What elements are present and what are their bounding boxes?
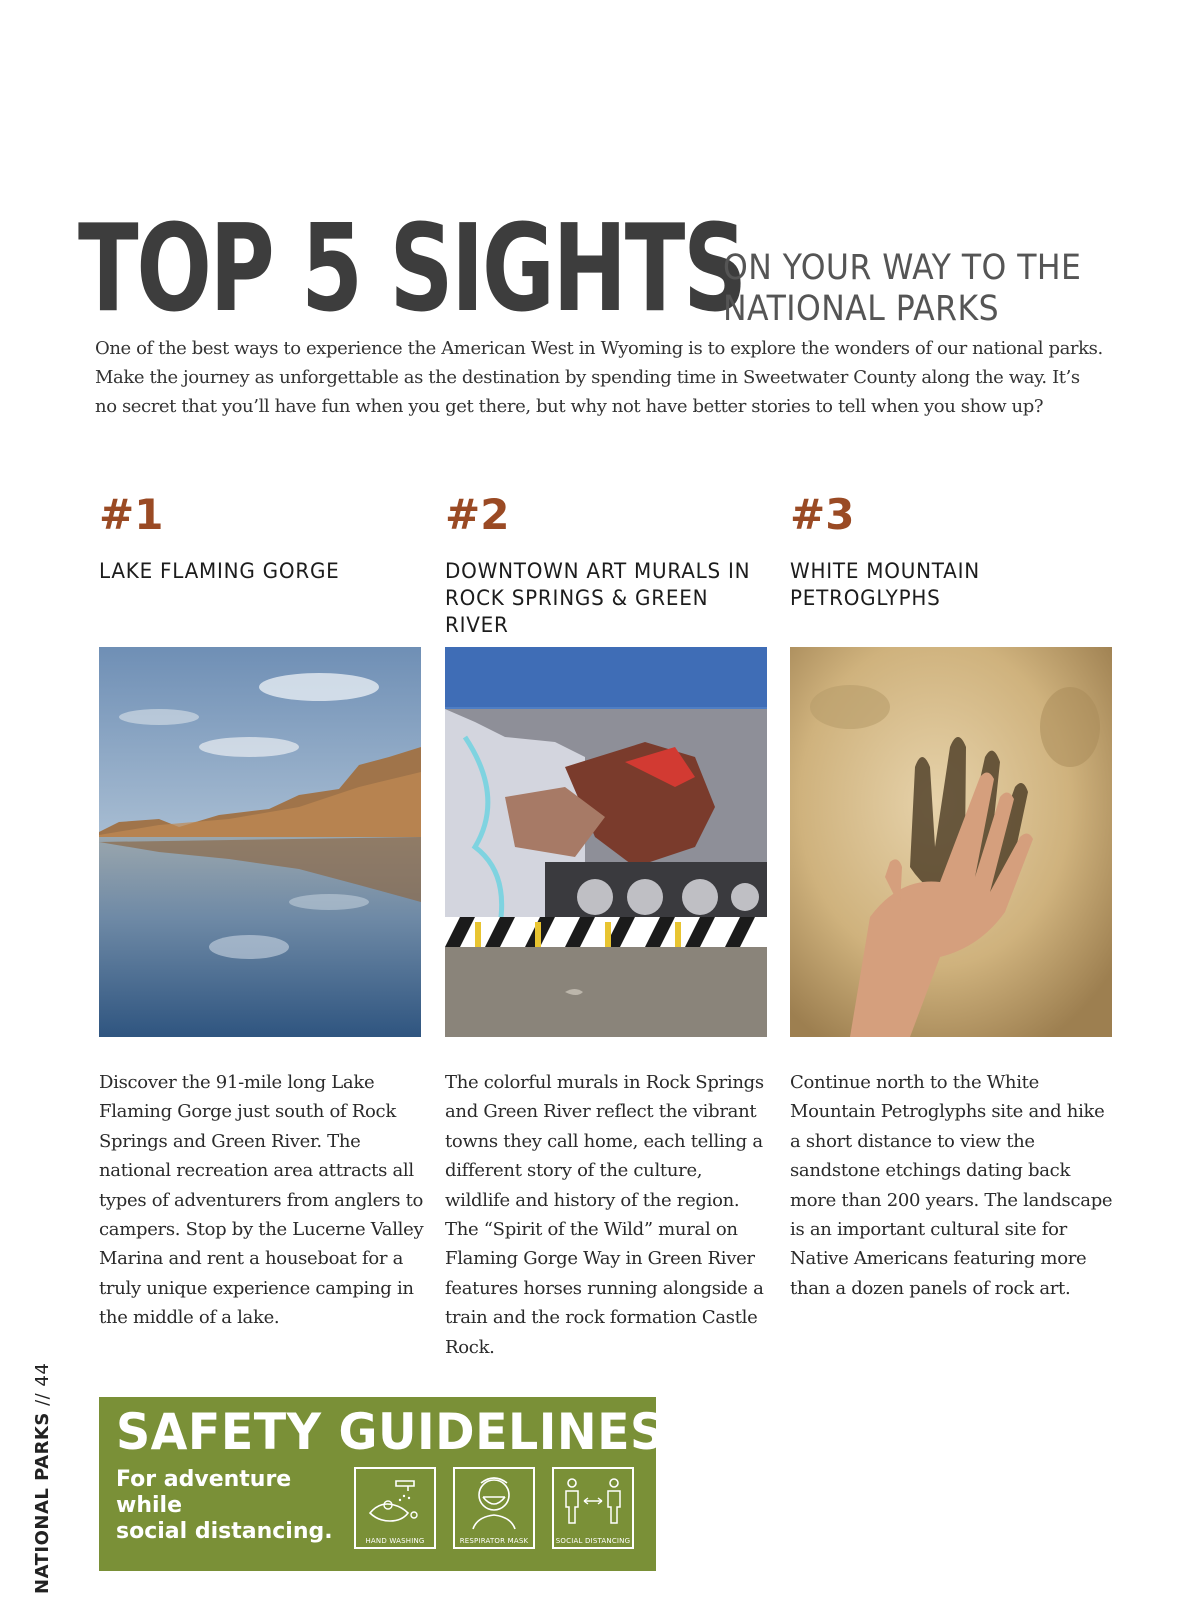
sight-rank: #3 <box>790 490 855 539</box>
safety-subtitle <box>116 1467 356 1545</box>
sight-title-line-2: PETROGLYPHS <box>790 586 941 610</box>
page-number: 44 <box>32 1362 53 1387</box>
safety-subtitle-line-1: For adventure while <box>116 1467 292 1518</box>
badge-label: SOCIAL DISTANCING <box>555 1537 631 1545</box>
safety-guidelines-box <box>99 1397 665 1571</box>
sight-description: The colorful murals in Rock Springs and Green River reflect the vibrant towns they call home, each telling a different story of the culture, wildlife and history of the region. The “Spirit of the Wild” mural on Flaming Gorge Way in Green River features horses running alongside a train and the rock formation Castle Rock. <box>445 1072 764 1358</box>
section-name: NATIONAL PARKS <box>32 1412 53 1594</box>
sight-description: Discover the 91-mile long Lake Flaming Gorge just south of Rock Springs and Green River. The national recreation area attracts all types of adventurers from anglers to campers. Stop by the Lucerne Valley Marina and rent a houseboat for a truly unique experience camping in the middle of a lake. <box>99 1072 424 1329</box>
subtitle-line-1: ON YOUR WAY TO THE <box>723 248 1082 288</box>
sight-title <box>99 558 413 585</box>
social-distancing-icon <box>554 1469 632 1531</box>
sight-column-1 <box>99 490 424 1329</box>
hand-washing-icon <box>356 1469 434 1531</box>
sight-title-line-2: ROCK SPRINGS & GREEN RIVER <box>445 586 709 637</box>
sight-rank: #1 <box>99 490 164 539</box>
sight-description: Continue north to the White Mountain Petroglyphs site and hike a short distance to view the sandstone etchings dating back more than 200 years. The landscape is an important cultural site for Native Americans featuring more than a dozen panels of rock art. <box>790 1072 1113 1299</box>
petroglyphs-photo <box>790 647 1112 1037</box>
safety-subtitle-line-2: social distancing. <box>116 1519 333 1544</box>
badge-label: RESPIRATOR MASK <box>459 1537 529 1545</box>
page-subtitle <box>723 248 1081 330</box>
lake-flaming-gorge-photo <box>99 647 421 1037</box>
page-footer-label <box>32 1363 53 1594</box>
sight-title-line-1: DOWNTOWN ART MURALS IN <box>445 559 751 583</box>
separator: // <box>32 1386 53 1413</box>
respirator-mask-badge <box>453 1467 535 1549</box>
sight-rank: #2 <box>445 490 510 539</box>
sight-column-3 <box>790 490 1113 1299</box>
hand-washing-badge <box>354 1467 436 1549</box>
subtitle-line-2: NATIONAL PARKS <box>723 289 1000 329</box>
page-title: TOP 5 SIGHTS <box>78 200 745 339</box>
sight-title <box>790 558 1104 612</box>
safety-title: SAFETY GUIDELINES <box>116 1403 665 1461</box>
art-mural-photo <box>445 647 767 1037</box>
sight-column-2 <box>445 490 767 1358</box>
sight-title-line-1: LAKE FLAMING GORGE <box>99 559 340 583</box>
badge-label: HAND WASHING <box>365 1537 425 1545</box>
sight-title <box>445 558 759 639</box>
respirator-mask-icon <box>455 1469 533 1531</box>
sight-title-line-1: WHITE MOUNTAIN <box>790 559 980 583</box>
intro-paragraph: One of the best ways to experience the American West in Wyoming is to explore the wonders of our national parks. Make the journey as unforgettable as the destination by spending time in Sweetwater County along the way. It’s no secret that you’ll have fun when you get there, but why not have better stories to tell when you show up? <box>95 338 1103 417</box>
social-distancing-badge <box>552 1467 634 1549</box>
